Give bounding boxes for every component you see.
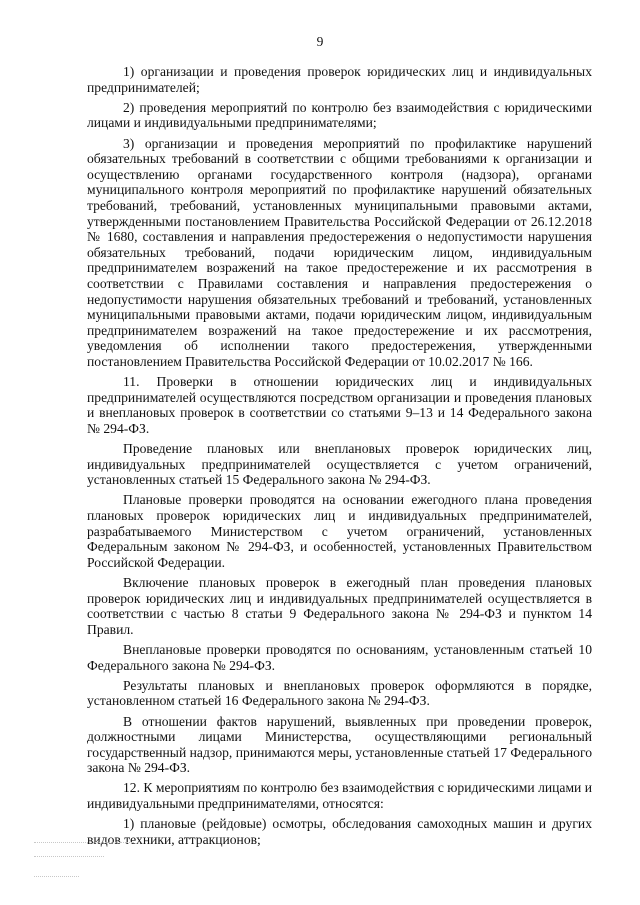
paragraph: 1) организации и проведения проверок юридических лиц и индивидуальных предпринимателей;	[87, 64, 592, 95]
scan-artifact	[34, 876, 79, 880]
paragraph: Результаты плановых и внеплановых проверок оформляются в порядке, установленном статьей 16 Федерального закона № 294-ФЗ.	[87, 677, 592, 709]
paragraph: Плановые проверки проводятся на основании ежегодного плана проведения плановых проверок юридических лиц и индивидуальных предпринимателей, разрабатываемого Министерством с учетом ограничений, установленных Федеральным законом № 294-ФЗ, и особенностей, установленных Правительством Российской Федерации.	[87, 492, 592, 570]
paragraph: Внеплановые проверки проводятся по основаниям, установленным статьей 10 Федерального закона № 294-ФЗ.	[87, 641, 592, 673]
paragraph: 11. Проверки в отношении юридических лиц и индивидуальных предпринимателей осуществляются посредством организации и проведения плановых и внеплановых проверок в соответствии со статьями 9–13 и 14 Федерального закона № 294-ФЗ.	[87, 374, 592, 436]
scan-artifact	[34, 842, 134, 846]
page-number: 9	[316, 34, 324, 49]
paragraph: 2) проведения мероприятий по контролю без взаимодействия с юридическими лицами и индивидуальными предпринимателями;	[87, 99, 592, 131]
paragraph: Проведение плановых или внеплановых проверок юридических лиц, индивидуальных предпринимателей осуществляется с учетом ограничений, установленных статьей 15 Федерального закона № 294-ФЗ.	[87, 441, 592, 488]
scan-artifact	[34, 856, 104, 860]
paragraph: Включение плановых проверок в ежегодный план проведения плановых проверок юридических лиц и индивидуальных предпринимателей осуществляется в соответствии с частью 8 статьи 9 Федерального закона № 294-ФЗ и пунктом 14 Правил.	[87, 574, 592, 637]
paragraph: 1) плановые (рейдовые) осмотры, обследования самоходных машин и других видов техники, аттракционов;	[87, 816, 592, 847]
paragraph: 3) организации и проведения мероприятий по профилактике нарушений обязательных требований в соответствии с общими требованиями к организации и осуществлению органами государственного контроля (надзора), органами муниципального контроля мероприятий по профилактике нарушений обязательных требований, требований, установленных муниципальными правовыми актами, утвержденными постановлением Правительства Российской Федерации от 26.12.2018 № 1680, составления и направления предостережения о недопустимости нарушения обязательных требований, подачи юридическим лицом, индивидуальным предпринимателем возражений на такое предостережение и их рассмотрения в соответствии с Правилами составления и направления предостережения о недопустимости нарушения обязательных требований и требований, установленных муниципальными правовыми актами, подачи юридическим лицом, индивидуальным предпринимателем возражений на такое предостережение и их рассмотрения, уведомления об исполнении такого предостережения, утвержденными постановлением Правительства Российской Федерации от 10.02.2017 № 166.	[87, 135, 592, 369]
document-body	[87, 64, 592, 852]
paragraph: 12. К мероприятиям по контролю без взаимодействия с юридическими лицами и индивидуальными предпринимателями, относятся:	[87, 780, 592, 812]
paragraph: В отношении фактов нарушений, выявленных при проведении проверок, должностными лицами Министерства, осуществляющими региональный государственный надзор, принимаются меры, установленные статьей 17 Федерального закона № 294-ФЗ.	[87, 713, 592, 776]
